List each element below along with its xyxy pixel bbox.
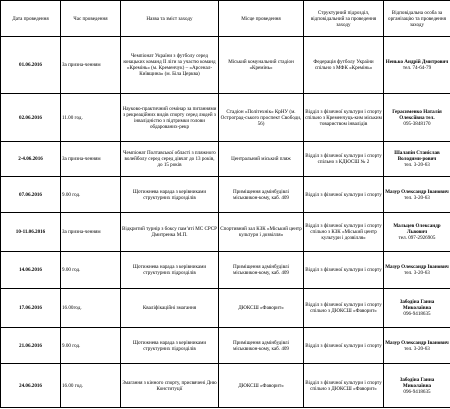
cell-date: 01.06.2016 xyxy=(1,37,61,94)
responsible-phone: 095-3848170 xyxy=(403,120,431,127)
responsible-phone: 096-9418635 xyxy=(403,388,431,395)
cell-date: 2-4.06.2016 xyxy=(1,142,61,177)
header-event: Назва та зміст заходу xyxy=(121,1,219,37)
cell-date: 24.06.2016 xyxy=(1,364,61,408)
responsible-phone: тел. 3-20-63 xyxy=(404,270,430,276)
cell-time: 16.00год. xyxy=(61,289,121,328)
cell-date: 17.06.2016 xyxy=(1,289,61,328)
cell-place: ДЮКСШ «Фаворит» xyxy=(219,289,304,328)
table-row xyxy=(1,142,450,177)
table-row xyxy=(1,328,450,364)
cell-department: Відділ з фізичної культури і спорту спільно з КЗК «Міський центр культури і дозвілля» xyxy=(304,213,384,252)
responsible-phone: тел. 74-64-79 xyxy=(402,65,432,71)
cell-event: Змагання з кінного спорту, присвячені Дню Конституції xyxy=(121,364,219,408)
cell-place: Центральний міський пляж xyxy=(219,142,304,177)
responsible-name: Мазур Олександр Іванович xyxy=(385,188,449,195)
cell-place: Приміщення адмінбудівлі міськвикон-кому, каб. 409 xyxy=(219,252,304,289)
table-row xyxy=(1,177,450,213)
responsible-phone: тел. 3-20-63 xyxy=(404,194,430,201)
table-row xyxy=(1,94,450,142)
cell-time: 16.00 год. xyxy=(61,364,121,408)
cell-department: Відділ з фізичної культури і спорту спільно з ДЮКСШ «Фаворит» xyxy=(304,364,384,408)
cell-place: Стадіон «Політехнік» КрНУ (м. Остроград-ського проспект Свободи, 56) xyxy=(219,94,304,142)
header-time: Час проведення xyxy=(61,1,121,37)
cell-date: 02.06.2016 xyxy=(1,94,61,142)
cell-time: 9.00 год. xyxy=(61,177,121,213)
cell-place: Приміщення адмінбудівлі міськвикон-кому, каб. 409 xyxy=(219,177,304,213)
cell-event: Чемпіонат Полтавської області з пляжного волейболу серед серед дівчат до 13 років, до 15 років xyxy=(121,142,219,177)
responsible-name: Шалапін Станіслав Володими-рович xyxy=(394,150,440,162)
cell-date: 14.06.2016 xyxy=(1,252,61,289)
cell-responsible xyxy=(384,213,450,252)
header-date: Дата проведення xyxy=(1,1,61,37)
cell-place: Спортивний зал КЗК «Міський центр культури і дозвілля» xyxy=(219,213,304,252)
responsible-name: Забодіна Ганна Миколаївна xyxy=(399,299,435,311)
cell-time: За призна-ченням xyxy=(61,142,121,177)
cell-event: Чемпіонат України з футболу серед юнацьких команд ІІ ліги за участю команд «Кремінь» (м. Кременчук) – «Арсенал-Київщина» (м. Біла Церква) xyxy=(121,37,219,94)
cell-event: Щотижнева нарада з керівниками структурних підрозділів xyxy=(121,328,219,364)
cell-date: 21.06.2016 xyxy=(1,328,61,364)
header-responsible: Відповідальна особа за організацію та проведення заходу xyxy=(384,1,450,37)
responsible-name: Забодіна Ганна Миколаївна xyxy=(399,376,435,389)
cell-responsible xyxy=(384,94,450,142)
cell-responsible xyxy=(384,37,450,94)
header-place: Місце проведення xyxy=(219,1,304,37)
table-row xyxy=(1,37,450,94)
cell-department: Відділ з фізичної культури і спорту спільно з КДЮСШ № 2 xyxy=(304,142,384,177)
cell-place: Міський комунальний стадіон «Кремінь» xyxy=(219,37,304,94)
cell-event: Науково-практичний семінар за питаннями з рекреаційних видів спорту серед людей з інвалідністю з підтримки голови обдарованих-рекр xyxy=(121,94,219,142)
cell-responsible xyxy=(384,177,450,213)
cell-event: Відкритий турнір з боксу пам’яті МС СРСР Дмитренка М.П. xyxy=(121,213,219,252)
header-department: Структурний підрозділ, відповідальний за проведення заходу xyxy=(304,1,384,37)
cell-time: 9.00 год. xyxy=(61,328,121,364)
cell-department: Відділ з фізичної культури і спорту xyxy=(304,328,384,364)
cell-responsible xyxy=(384,252,450,289)
table-row xyxy=(1,213,450,252)
cell-time: За призна-ченням xyxy=(61,213,121,252)
cell-time: 9.00 год. xyxy=(61,252,121,289)
responsible-name: Ненько Андрій Дмитрович xyxy=(385,59,449,65)
responsible-phone: тел. 3-20-63 xyxy=(404,345,430,352)
table-row xyxy=(1,364,450,408)
responsible-phone: 096-9418635 xyxy=(403,311,431,317)
cell-date: 07.06.2016 xyxy=(1,177,61,213)
cell-place: ДЮКСШ «Фаворит» xyxy=(219,364,304,408)
cell-department: Відділ з фізичної культури і спорту xyxy=(304,177,384,213)
cell-department: Відділ з фізичної культури і спорту xyxy=(304,252,384,289)
responsible-phone: тел. 097-2926905 xyxy=(398,235,436,241)
cell-date: 10-11.06.2016 xyxy=(1,213,61,252)
responsible-name: Мальцев Олександр Львович xyxy=(393,223,441,235)
responsible-name: Мазур Олександр Іванович xyxy=(385,339,449,346)
cell-department: Федерація футболу України спільно з МФК «Кремінь» xyxy=(304,37,384,94)
responsible-name: Герасименко Наталія Олексіївна тел. xyxy=(392,108,442,121)
cell-responsible xyxy=(384,328,450,364)
header-row xyxy=(1,1,450,37)
cell-department: Відділ з фізичної культури і спорту спільно з Кременчуць-ким міським товариством інвалідів xyxy=(304,94,384,142)
cell-responsible xyxy=(384,142,450,177)
cell-time: 11.00 год. xyxy=(61,94,121,142)
table-row xyxy=(1,289,450,328)
responsible-name: Мазур Олександр Іванович xyxy=(385,264,449,270)
cell-place: Приміщення адмінбудівлі міськвикон-кому, каб. 409 xyxy=(219,328,304,364)
cell-event: Щотижнева нарада з керівниками структурних підрозділів xyxy=(121,177,219,213)
responsible-phone: тел. 3-20-63 xyxy=(404,162,430,168)
cell-responsible xyxy=(384,289,450,328)
cell-department: Відділ з фізичної культури і спорту спільно з ДЮКСШ «Фаворит» xyxy=(304,289,384,328)
cell-time: За призна-ченням xyxy=(61,37,121,94)
cell-event: Щотижнева нарада з керівниками структурних підрозділів xyxy=(121,252,219,289)
cell-responsible xyxy=(384,364,450,408)
cell-event: Кваліфікаційні змагання xyxy=(121,289,219,328)
table-row xyxy=(1,252,450,289)
